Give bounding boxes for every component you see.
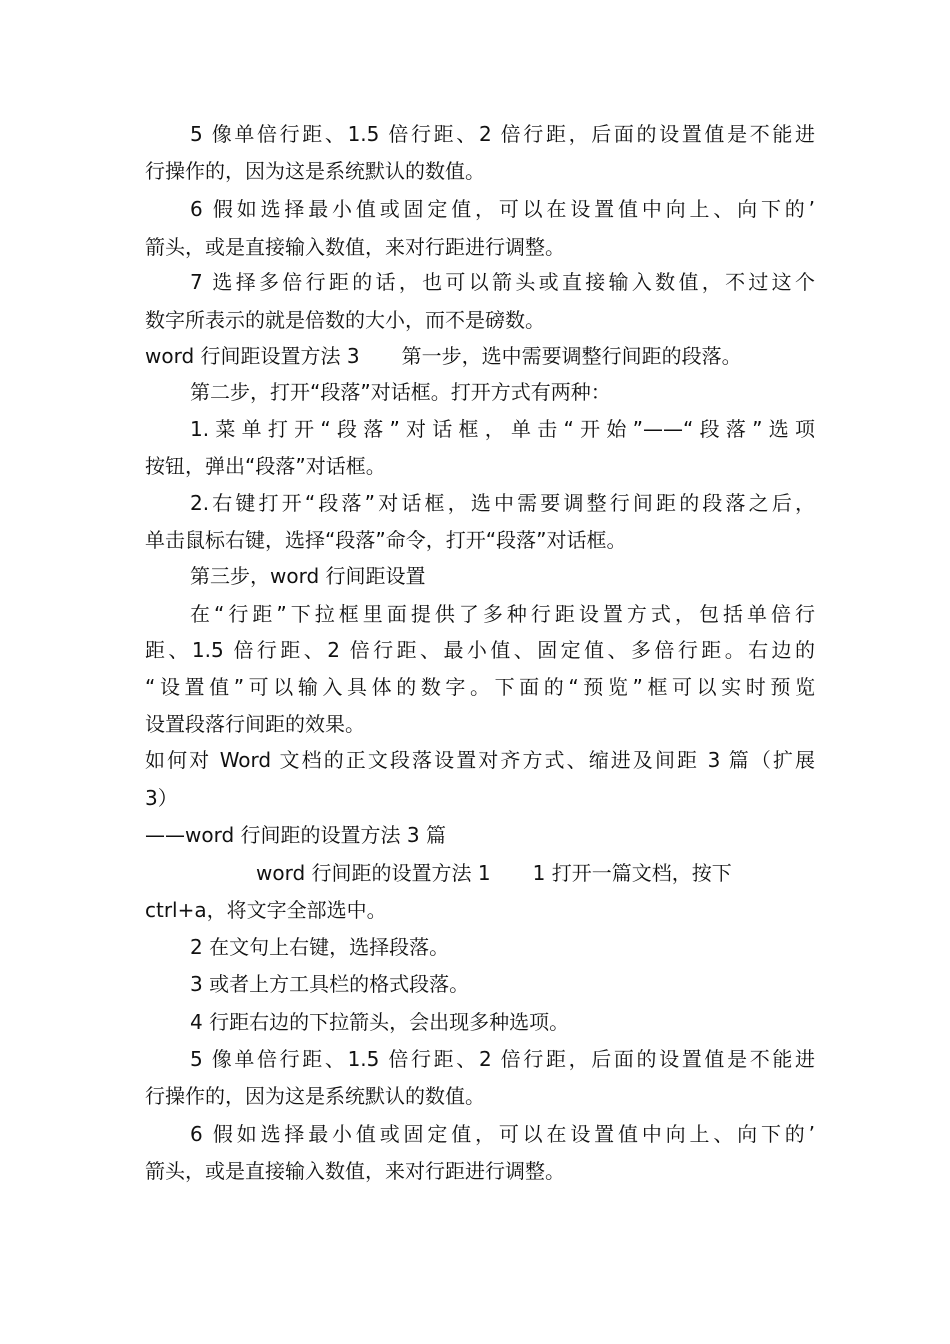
document-title: 如何对 Word 文档的正文段落设置对齐方式、缩进及间距 3 篇（扩展 [145,748,815,772]
text-line: 箭头，或是直接输入数值，来对行距进行调整。 [145,235,565,259]
text-line: 1.菜单打开“段落”对话框，单击“开始”——“段落”选项 [190,417,815,441]
text-line: ctrl+a，将文字全部选中。 [145,898,387,922]
text-line: 距、1.5 倍行距、2 倍行距、最小值、固定值、多倍行距。右边的 [145,638,815,662]
text-line: 7 选择多倍行距的话，也可以箭头或直接输入数值，不过这个 [190,270,815,294]
text-line: 2.右键打开“段落”对话框，选中需要调整行间距的段落之后， [190,491,815,515]
text-line: 单击鼠标右键，选择“段落”命令，打开“段落”对话框。 [145,528,627,552]
text-line: 4 行距右边的下拉箭头，会出现多种选项。 [190,1010,570,1034]
text-line: 2 在文句上右键，选择段落。 [190,935,450,959]
text-line: 5 像单倍行距、1.5 倍行距、2 倍行距，后面的设置值是不能进 [190,1047,815,1071]
text-line: 第三步，word 行间距设置 [190,564,426,588]
text-line: 6 假如选择最小值或固定值，可以在设置值中向上、向下的’ [190,1122,815,1146]
text-line: 6 假如选择最小值或固定值，可以在设置值中向上、向下的’ [190,197,815,221]
document-title: 3） [145,786,178,810]
section-heading: word 行间距的设置方法 1 [256,861,491,885]
text-line: 数字所表示的就是倍数的大小，而不是磅数。 [145,308,545,332]
text-line: “设置值”可以输入具体的数字。下面的“预览”框可以实时预览 [145,675,815,699]
text-line: 在“行距”下拉框里面提供了多种行距设置方式，包括单倍行 [190,602,815,626]
section-heading-line [256,855,815,892]
text-line: 3 或者上方工具栏的格式段落。 [190,972,470,996]
text-line: 第二步，打开“段落”对话框。打开方式有两种： [190,380,611,404]
text-line: 按钮，弹出“段落”对话框。 [145,454,386,478]
text-line: 行操作的，因为这是系统默认的数值。 [145,1084,485,1108]
section-heading-line [145,338,815,375]
text-line: 箭头，或是直接输入数值，来对行距进行调整。 [145,1159,565,1183]
text-line: 5 像单倍行距、1.5 倍行距、2 倍行距，后面的设置值是不能进 [190,122,815,146]
text-line: 第一步，选中需要调整行间距的段落。 [401,344,742,368]
text-line: 设置段落行间距的效果。 [145,712,365,736]
text-line: 行操作的，因为这是系统默认的数值。 [145,159,485,183]
text-line: 1 打开一篇文档，按下 [532,861,732,885]
section-heading: word 行间距设置方法 3 [145,344,360,368]
document-subtitle: ——word 行间距的设置方法 3 篇 [145,823,446,847]
